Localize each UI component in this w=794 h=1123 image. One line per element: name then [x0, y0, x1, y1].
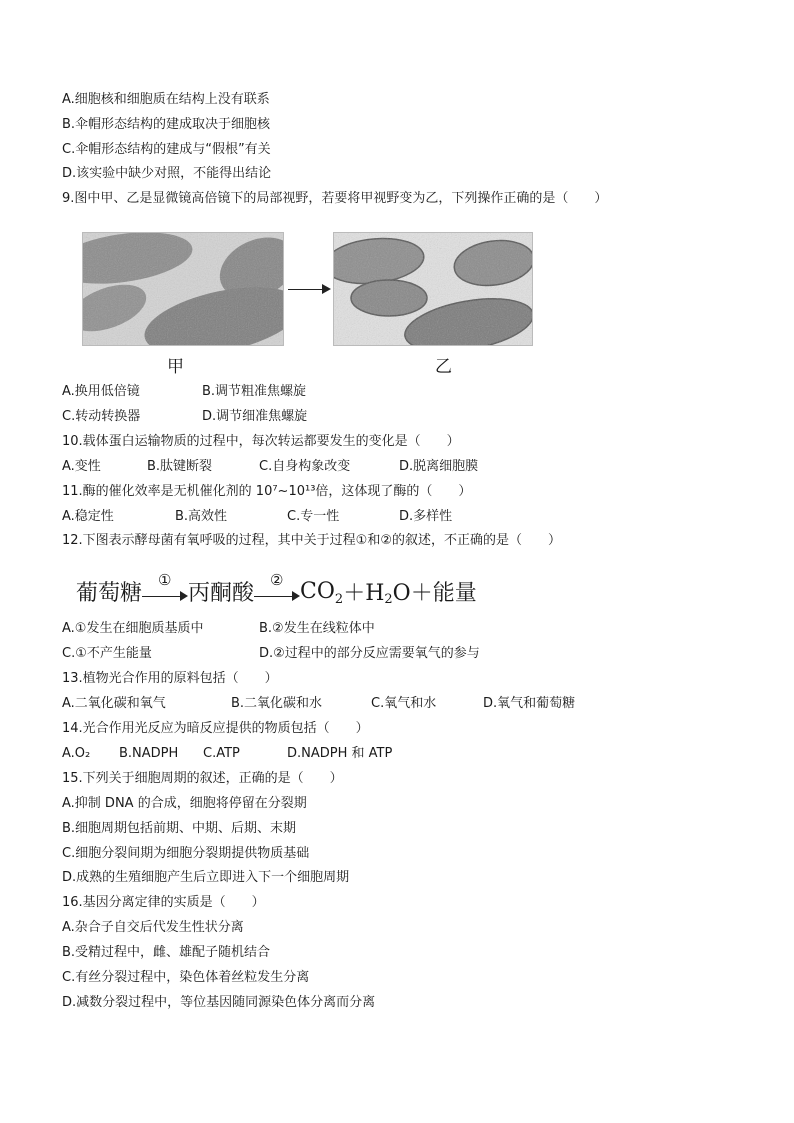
q12-option-c: C.①不产生能量 — [62, 646, 152, 661]
q9-option-c: C.转动转换器 — [62, 409, 141, 424]
q8-option-c: C.伞帽形态结构的建成与“假根”有关 — [62, 142, 271, 157]
eq-h2o-sub: 2 — [384, 591, 393, 607]
q11-option-d: D.多样性 — [399, 509, 453, 524]
eq-co2-sub: 2 — [334, 591, 344, 607]
q14-option-c: C.ATP — [203, 746, 240, 761]
eq-plus-h: ＋H — [343, 581, 385, 606]
eq-pyruvate: 丙酮酸 — [188, 581, 255, 606]
q10-stem: 10.载体蛋白运输物质的过程中，每次转运都要发生的变化是（ ） — [62, 434, 460, 449]
q8-option-b: B.伞帽形态结构的建成取决于细胞核 — [62, 117, 271, 132]
q8-option-a: A.细胞核和细胞质在结构上没有联系 — [62, 92, 270, 107]
respiration-equation — [76, 570, 477, 607]
q15-option-d: D.成熟的生殖细胞产生后立即进入下一个细胞周期 — [62, 870, 350, 885]
q13-option-a: A.二氧化碳和氧气 — [62, 696, 166, 711]
q16-option-c: C.有丝分裂过程中，染色体着丝粒发生分离 — [62, 970, 310, 985]
q16-option-d: D.减数分裂过程中，等位基因随同源染色体分离而分离 — [62, 995, 376, 1010]
micrograph-yi — [333, 232, 533, 346]
q9-option-d: D.调节细准焦螺旋 — [202, 409, 308, 424]
q13-option-d: D.氧气和葡萄糖 — [483, 696, 576, 711]
q14-stem: 14.光合作用光反应为暗反应提供的物质包括（ ） — [62, 721, 369, 736]
eq-o-energy: O＋能量 — [392, 581, 477, 606]
q10-option-a: A.变性 — [62, 459, 101, 474]
transition-arrow-shaft — [288, 289, 324, 290]
q8-option-d: D.该实验中缺少对照，不能得出结论 — [62, 166, 272, 181]
arrow-right-icon — [322, 284, 331, 294]
q16-stem: 16.基因分离定律的实质是（ ） — [62, 895, 265, 910]
q11-stem: 11.酶的催化效率是无机催化剂的 10⁷~10¹³倍，这体现了酶的（ ） — [62, 484, 472, 499]
q16-option-a: A.杂合子自交后代发生性状分离 — [62, 920, 244, 935]
q13-option-c: C.氧气和水 — [371, 696, 437, 711]
q11-option-a: A.稳定性 — [62, 509, 114, 524]
q15-option-b: B.细胞周期包括前期、中期、后期、末期 — [62, 821, 297, 836]
q14-option-d: D.NADPH 和 ATP — [287, 746, 393, 761]
micrograph-jia — [82, 232, 284, 346]
q10-option-b: B.肽键断裂 — [147, 459, 213, 474]
q15-option-a: A.抑制 DNA 的合成，细胞将停留在分裂期 — [62, 796, 307, 811]
q15-stem: 15.下列关于细胞周期的叙述，正确的是（ ） — [62, 771, 343, 786]
q16-option-b: B.受精过程中，雌、雄配子随机结合 — [62, 945, 271, 960]
figure-label-yi: 乙 — [435, 357, 452, 377]
eq-arrow-1 — [142, 570, 188, 607]
eq-glucose: 葡萄糖 — [76, 581, 143, 606]
q12-option-b: B.②发生在线粒体中 — [259, 621, 375, 636]
q9-option-a: A.换用低倍镜 — [62, 384, 140, 399]
q14-option-a: A.O₂ — [62, 746, 91, 761]
q14-option-b: B.NADPH — [119, 746, 179, 761]
q12-option-d: D.②过程中的部分反应需要氧气的参与 — [259, 646, 480, 661]
q11-option-c: C.专一性 — [287, 509, 340, 524]
eq-arrow-2 — [254, 570, 300, 607]
eq-step-1: ① — [158, 570, 172, 589]
q13-option-b: B.二氧化碳和水 — [231, 696, 323, 711]
q10-option-c: C.自身构象改变 — [259, 459, 351, 474]
eq-step-2: ② — [270, 570, 284, 589]
q15-option-c: C.细胞分裂间期为细胞分裂期提供物质基础 — [62, 846, 310, 861]
q13-stem: 13.植物光合作用的原料包括（ ） — [62, 671, 278, 686]
q11-option-b: B.高效性 — [175, 509, 228, 524]
q12-option-a: A.①发生在细胞质基质中 — [62, 621, 204, 636]
q9-stem: 9.图中甲、乙是显微镜高倍镜下的局部视野，若要将甲视野变为乙，下列操作正确的是（ ） — [62, 191, 608, 206]
q12-stem: 12.下图表示酵母菌有氧呼吸的过程，其中关于过程①和②的叙述，不正确的是（ ） — [62, 533, 561, 548]
eq-co2: CO — [300, 579, 335, 604]
figure-label-jia: 甲 — [167, 357, 184, 377]
q10-option-d: D.脱离细胞膜 — [399, 459, 479, 474]
eq-products — [300, 576, 477, 607]
q9-option-b: B.调节粗准焦螺旋 — [202, 384, 307, 399]
